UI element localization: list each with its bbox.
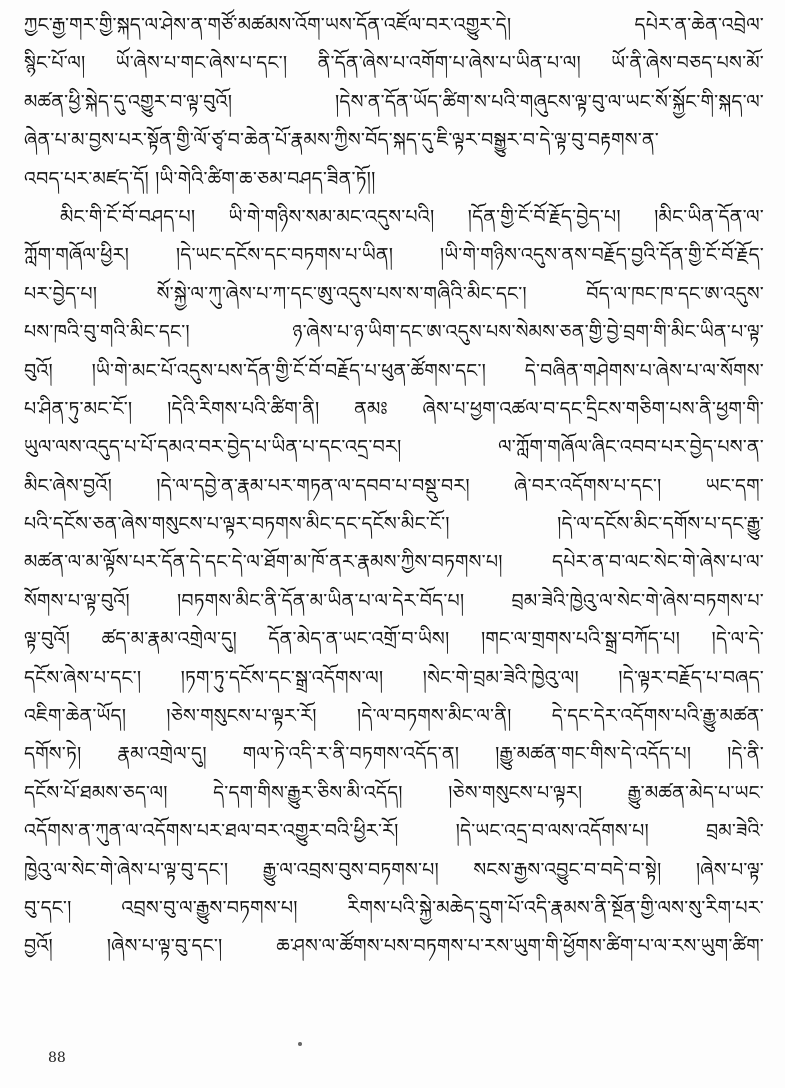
body-text <box>24 6 764 966</box>
page-number: 88 <box>48 1050 66 1066</box>
text-line: འདོགས་ན་ཀུན་ལ་འདོགས་པར་ཐལ་བར་འགྱུར་བའི་ཕྱིར་རོ། །དེ་ཡང་འདྲ་བ་ལས་འདོགས་པ། བྲམ་ཟེའི་ <box>24 820 764 843</box>
text-line: སྙིང་པོ་ལ། ཡོ་ཞེས་པ་གང་ཞེས་པ་དང་། ནི་དོན་ཞེས་པ་འགོག་པ་ཞེས་པ་ཡིན་པ་ལ། ཡོ་ནི་ཞེས་བཅད་པས་མོ་ <box>24 52 764 75</box>
text-line: དངོས་ཞེས་པ་དང་། །ཏག་ཏུ་དངོས་དང་སྒྲ་འདོགས་ལ། །སེང་གེ་བྲམ་ཟེའི་ཁྱེའུ་ལ། །དེ་ལྟར་བརྗོད་པ་བཞད་ <box>24 666 764 689</box>
text-line: མཚན་ལ་མ་ལྟོས་པར་དོན་དེ་དང་དེ་ལ་ཐོག་མ་ཁོ་ནར་རྣམས་ཀྱིས་བཏགས་པ། དཔེར་ན་བ་ལང་སེང་གེ་ཞེས་པ་ལ་ <box>24 551 764 574</box>
text-line: སོགས་པ་ལྟ་བུའོ། །བཏགས་མིང་ནི་དོན་མ་ཡིན་པ་ལ་དེར་བོད་པ། བྲམ་ཟེའི་ཁྱེའུ་ལ་སེང་གེ་ཞེས་བཏགས་པ་ <box>24 589 764 612</box>
text-line: དགོས་ཏེ། རྣམ་འགྲེལ་དུ། གལ་ཏེ་འདི་ར་ནི་བཏགས་འདོད་ན། །རྒྱུ་མཚན་གང་གིས་དེ་འདོད་པ། །དེ་ནི་ <box>24 743 764 766</box>
text-line: ཀྱང་རྒྱ་གར་གྱི་སྐད་ལ་ཤེས་ན་གཙོ་མཚམས་འོག་ཡས་དོན་འཛོལ་བར་འགྱུར་དེ། དཔེར་ན་ཆེན་འབྲེལ་ <box>24 14 764 36</box>
text-line: མིང་ཞེས་བྱའོ། །དེ་ལ་དབྱེ་ན་རྣམ་པར་གཏན་ལ་དབབ་པ་བསྡུ་བར། ཞེ་བར་འདོགས་པ་དང་། ཡང་དག་ <box>24 474 764 497</box>
text-line: མཚན་ཕྱི་སྐེད་དུ་འགྱུར་བ་ལྟ་བུའོ། །དེས་ན་དོན་ཡོད་ཚིག་ས་པའི་གཞུངས་ལྟ་བུ་ལ་ཡང་སོ་སྐྱོང་གི་སྐད་ལ་ <box>24 90 764 113</box>
scan-speck <box>298 1042 302 1046</box>
text-line: པའི་དངོས་ཅན་ཞེས་གསུངས་པ་ལྟར་བཏགས་མིང་དང་དངོས་མིང་ངོ་། །དེ་ལ་དངོས་མིང་དགོས་པ་དང་རྒྱུ་ <box>24 513 764 536</box>
text-line: བུའོ། །ཡི་གེ་མང་པོ་འདུས་པས་དོན་གྱི་ངོ་བོ་བརྗོད་པ་ཕུན་ཚོགས་དང་། དེ་བཞིན་གཤེགས་པ་ཞེས་པ་ལ་སོགས་ <box>24 359 764 382</box>
text-line: བྱའོ། །ཞེས་པ་ལྟ་བུ་དང་། ཆ་ཤས་ལ་ཚོགས་པས་བཏགས་པ་རས་ཡུག་གི་ཕྱོགས་ཚིག་པ་ལ་རས་ཡུག་ཚིག་ <box>24 935 764 958</box>
text-line: བུ་དང་། འབྲས་བུ་ལ་རྒྱུས་བཏགས་པ། རིགས་པའི་སྐྱེ་མཆེད་དྲུག་པོ་འདི་རྣམས་ནི་སྔོན་གྱི་ལས་སུ་རིག་པར་ <box>24 896 764 919</box>
text-line: ཞེན་པ་མ་བྱས་པར་སྟོན་གྱི་ལོ་ཙྭ་བ་ཆེན་པོ་རྣམས་ཀྱིས་བོད་སྐད་དུ་ཇི་ལྟར་བསྒྱུར་བ་དེ་ལྟ་བུ་བརྟགས་ན་ <box>24 129 659 152</box>
text-line: པ་ཤིན་ཏུ་མང་ངོ་། །དེའི་རིགས་པའི་ཚིག་ནི། ནམཿ ཞེས་པ་ཕྱག་འཚལ་བ་དང་དྲིངས་གཅིག་པས་ནི་ཕྱག་གི་ <box>24 397 764 420</box>
text-line: ཁྱེའུ་ལ་སེང་གེ་ཞེས་པ་ལྟ་བུ་དང་། རྒྱུ་ལ་འབྲས་བུས་བཏགས་པ། སངས་རྒྱས་འབྱུང་བ་བདེ་བ་སྟེ། །ཞེས་པ་ལྟ་ <box>24 858 764 881</box>
text-line: དངོས་པོ་ཐམས་ཅད་ལ། དེ་དག་གིས་རྒྱུར་ཅིས་མི་འདོད། །ཅེས་གསུངས་པ་ལྟར། རྒྱུ་མཚན་མེད་པ་ཡང་ <box>24 781 764 804</box>
text-line: པས་ཁའི་བུ་གའི་མིང་དང་། ཉ་ཞེས་པ་ཉ་ཡིག་དང་ཨ་འདུས་པས་སེམས་ཅན་གྱི་བྱེ་བྲག་གི་མིང་ཡིན་པ་ལྟ་ <box>24 321 764 344</box>
text-line: འཇིག་ཆེན་ཡོད། །ཅེས་གསུངས་པ་ལྟར་རོ། །དེ་ལ་བཏགས་མིང་ལ་ནི། དེ་དང་དེར་འདོགས་པའི་རྒྱུ་མཚན་ <box>24 705 764 728</box>
text-line: འབད་པར་མཛད་དོ། །ཡི་གེའི་ཚིག་ཆ་ཅམ་བཤད་ཟིན་ཏོ།། <box>24 167 376 190</box>
text-line: ལྟ་བུའོ། ཚད་མ་རྣམ་འགྲེལ་དུ། དོན་མེད་ན་ཡང་འགྲོ་བ་ཡིས། །གང་ལ་གྲགས་པའི་སྒྲ་བཀོད་པ། །དེ་ལ་དེ་ <box>24 628 764 651</box>
text-line: ཡུལ་ལས་འདུད་པ་པོ་དམའ་བར་བྱེད་པ་ཡིན་པ་དང་འདྲ་བར། ལ་ཀློག་གཞོལ་ཞིང་འབབ་པར་བྱེད་པས་ན་ <box>24 436 764 459</box>
text-line: མིང་གི་ངོ་བོ་བཤད་པ། ཡི་གེ་གཉིས་སམ་མང་འདུས་པའི། །དོན་གྱི་ངོ་བོ་རྗོད་བྱེད་པ། །མིང་ཡིན་དོན་ལ་ <box>60 205 764 228</box>
text-line: པར་བྱེད་པ། སོ་སྐྱེ་ལ་ཀུ་ཞེས་པ་ཀ་དང་ཨུ་འདུས་པས་ས་གཞིའི་མིང་དང་། བོད་ལ་ཁང་ཁ་དང་ཨ་འདུས་ <box>24 282 764 305</box>
text-line: ཀློག་གཞོལ་ཕྱིར། །དེ་ཡང་དངོས་དང་བཏགས་པ་ཡིན། །ཡི་གེ་གཉིས་འདུས་ནས་བརྗོད་བྱའི་དོན་གྱི་ངོ་བོ་རྗོད་ <box>24 244 764 267</box>
